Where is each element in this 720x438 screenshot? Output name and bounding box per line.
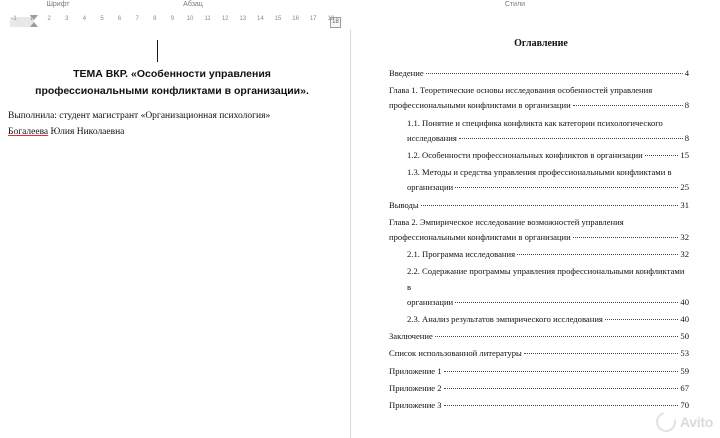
toc-entry-text-cont: профессиональными конфликтами в организации <box>389 100 571 111</box>
toc-page-number: 31 <box>680 199 689 210</box>
toc-entry-text: Приложение 2 <box>389 382 442 393</box>
ruler-number: 16 <box>292 16 299 22</box>
ruler-number: 4 <box>82 16 87 22</box>
toc-page-number: 25 <box>680 182 689 193</box>
avito-logo-icon <box>652 408 679 435</box>
toc-leader-dots <box>421 205 679 206</box>
toc-entry[interactable] <box>389 148 689 163</box>
document-pages-area[interactable] <box>0 30 720 438</box>
toc-page-number: 70 <box>680 400 689 411</box>
toc-entry[interactable] <box>389 116 689 146</box>
ruler-number: 10 <box>186 16 194 22</box>
toc-entry-text: Введение <box>389 68 424 78</box>
toc-page-number: 67 <box>680 382 689 393</box>
toc-page-number: 4 <box>684 68 689 78</box>
toc-entry-text: Приложение 3 <box>389 400 442 411</box>
toc-entry[interactable] <box>389 83 689 113</box>
ruler-number: 2 <box>47 16 51 22</box>
toc-entry-text: Глава 2. Эмпирическое исследование возможностей управления <box>389 216 624 227</box>
toc-leader-dots <box>444 388 679 389</box>
ruler-number: 13 <box>239 16 247 22</box>
page-table-of-contents[interactable] <box>350 30 720 438</box>
toc-entry-text-cont: исследования <box>407 132 457 143</box>
ribbon-group-paragraph-label: Абзац <box>183 1 203 8</box>
ruler-number: 1 <box>29 16 34 22</box>
toc-entry-text: 1.1. Понятие и специфика конфликта как категории психологического <box>407 117 663 128</box>
ruler-end-marker-label: 18 <box>332 19 339 25</box>
toc-leader-dots <box>455 302 678 303</box>
toc-leader-dots <box>444 371 679 372</box>
ruler-number: 8 <box>153 16 157 22</box>
left-indent-marker[interactable] <box>30 22 38 27</box>
ribbon-group-styles[interactable] <box>470 1 560 8</box>
ruler-number: 17 <box>309 16 317 22</box>
toc-entry-text: 1.3. Методы и средства управления профессиональными конфликтами в <box>407 167 672 178</box>
toc-entry-text: Глава 1. Теоретические основы исследования особенностей управления <box>389 85 653 96</box>
toc-entry-text: 2.3. Анализ результатов эмпирического исследования <box>407 314 603 325</box>
toc-leader-dots <box>573 105 683 106</box>
toc-leader-dots <box>444 405 679 406</box>
toc-page-number: 53 <box>680 348 689 359</box>
toc-list <box>389 66 689 415</box>
toc-entry[interactable] <box>389 165 689 195</box>
toc-entry[interactable] <box>389 381 689 396</box>
toc-page-number: 8 <box>684 100 689 111</box>
ribbon-group-styles-label: Стили <box>504 1 526 8</box>
toc-leader-dots <box>605 319 679 320</box>
toc-entry[interactable] <box>389 329 689 344</box>
avito-watermark <box>656 412 713 432</box>
toc-entry[interactable] <box>389 312 689 327</box>
author-surname: Богалеева <box>8 127 49 137</box>
toc-entry[interactable] <box>389 264 689 310</box>
ruler-number: -1 <box>11 16 17 22</box>
toc-leader-dots <box>426 73 683 74</box>
toc-heading: Оглавление <box>514 38 568 49</box>
ruler-number: 7 <box>135 16 139 22</box>
toc-entry-text: Список использованной литературы <box>389 348 522 359</box>
toc-entry-text-cont: профессиональными конфликтами в организации <box>389 232 571 243</box>
toc-leader-dots <box>435 336 679 337</box>
toc-entry[interactable] <box>389 346 689 361</box>
toc-page-number: 50 <box>680 331 689 342</box>
author-prefix: Выполнила: студент магистрант «Организационная психология» <box>8 111 271 121</box>
toc-entry-text: 1.2. Особенности профессиональных конфликтов в организации <box>407 150 643 161</box>
ruler-number: 3 <box>65 16 69 22</box>
page-title[interactable] <box>0 30 349 438</box>
ribbon-group-paragraph[interactable] <box>150 1 236 8</box>
page-title-author <box>8 108 308 140</box>
toc-entry-text: Выводы <box>389 199 419 210</box>
ruler-number: 9 <box>170 16 175 22</box>
ribbon-bar <box>0 0 720 15</box>
toc-leader-dots <box>459 138 683 139</box>
ruler-number: 18 <box>327 16 335 22</box>
toc-entry[interactable] <box>389 398 689 413</box>
ruler-number: 6 <box>117 16 122 22</box>
avito-watermark-label: Avito <box>680 414 713 430</box>
ribbon-group-font[interactable] <box>10 1 106 8</box>
toc-page-number: 8 <box>684 132 689 143</box>
ruler-number: 11 <box>204 16 211 22</box>
ribbon-group-font-label: Шрифт <box>46 1 70 8</box>
page-title-heading: ТЕМА ВКР. «Особенности управления профессиональными конфликтами в организации». <box>35 68 309 97</box>
toc-entry-text: Приложение 1 <box>389 365 442 376</box>
toc-entry-text-cont: организации <box>407 182 454 193</box>
toc-entry-text: 2.1. Программа исследования <box>407 249 516 260</box>
ruler-track[interactable] <box>10 18 340 27</box>
toc-entry[interactable] <box>389 198 689 213</box>
toc-entry[interactable] <box>389 66 689 81</box>
toc-leader-dots <box>524 353 679 354</box>
toc-leader-dots <box>573 237 679 238</box>
horizontal-ruler[interactable] <box>0 14 720 31</box>
toc-page-number: 32 <box>680 249 689 260</box>
toc-leader-dots <box>455 187 678 188</box>
toc-entry[interactable] <box>389 215 689 245</box>
ruler-number: 14 <box>257 16 264 22</box>
toc-leader-dots <box>645 155 679 156</box>
ruler-number: 5 <box>100 16 104 22</box>
text-cursor <box>157 40 158 62</box>
author-given-names: Юлия Николаевна <box>50 127 125 137</box>
ruler-number: 12 <box>221 16 229 22</box>
toc-page-number: 40 <box>680 296 689 307</box>
toc-entry[interactable] <box>389 247 689 262</box>
toc-page-number: 40 <box>680 314 689 325</box>
toc-entry[interactable] <box>389 364 689 379</box>
toc-entry-text: Заключение <box>389 331 433 342</box>
toc-page-number: 59 <box>680 365 689 376</box>
toc-entry-text: 2.2. Содержание программы управления профессиональными конфликтами в <box>407 266 685 292</box>
toc-page-number: 15 <box>680 150 689 161</box>
toc-leader-dots <box>517 254 678 255</box>
toc-entry-text-cont: организации <box>407 296 454 307</box>
ruler-number: 15 <box>274 16 282 22</box>
toc-page-number: 32 <box>680 232 689 243</box>
